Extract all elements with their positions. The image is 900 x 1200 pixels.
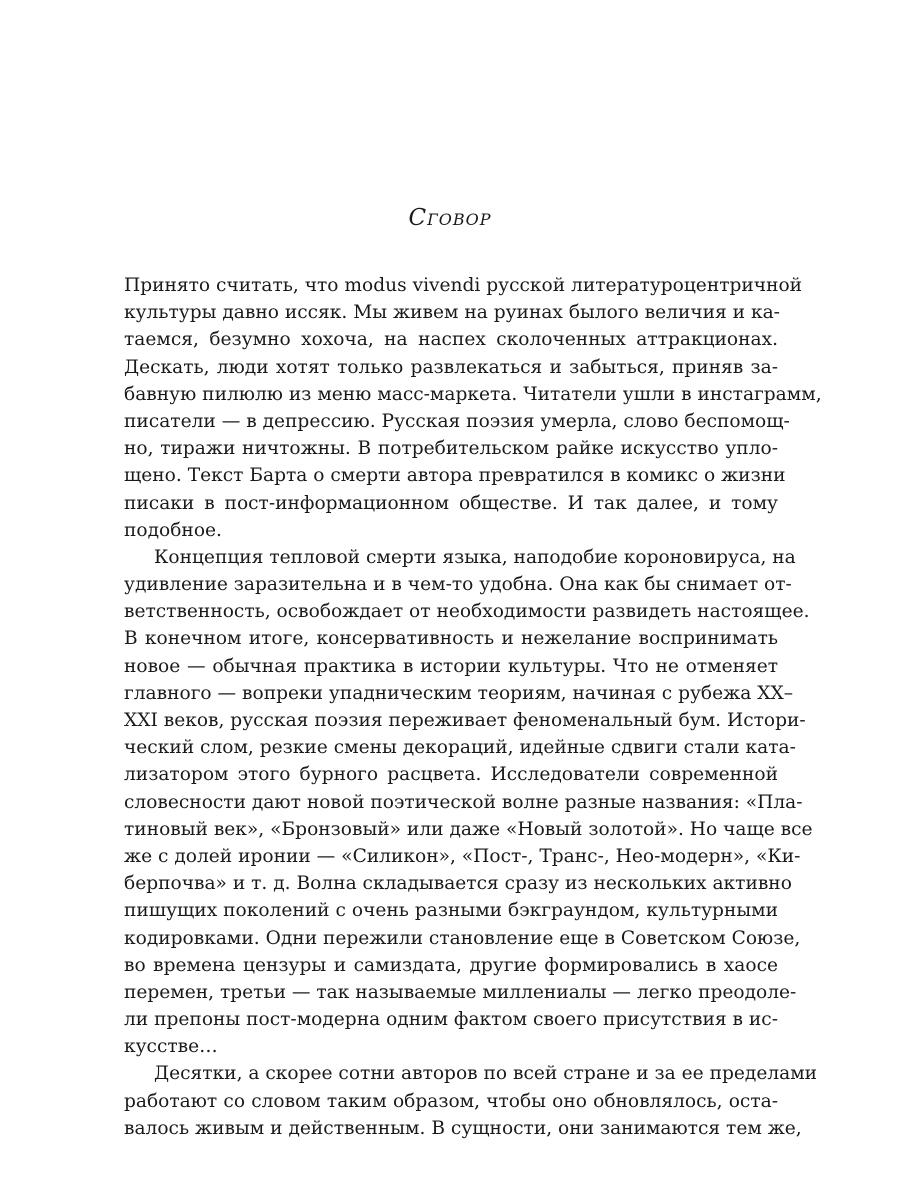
text-line: перемен, третьи — так называемые миллениалы — легко преодоле- <box>124 981 797 1003</box>
text-line: бавную пилюлю из меню масс-маркета. Читатели ушли в инстаграмм, <box>124 383 822 405</box>
text-line: писатели — в депрессию. Русская поэзия умерла, слово беспомощ- <box>124 410 790 432</box>
text-line: ли препоны пост-модерна одним фактом своего присутствия в ис- <box>124 1009 778 1031</box>
text-line: лизатором этого бурного расцвета. Исследователи современной <box>124 764 778 786</box>
text-line: главного — вопреки упадническим теориям, начиная с рубежа XX– <box>124 682 793 704</box>
text-line: Десятки, а скорее сотни авторов по всей стране и за ее пределами <box>154 1063 818 1085</box>
paragraph <box>124 544 813 1061</box>
text-line: берпочва» и т. д. Волна складывается сразу из нескольких активно <box>124 873 792 895</box>
text-line: кусстве… <box>124 1036 218 1058</box>
text-line: валось живым и действенным. В сущности, они занимаются тем же, <box>124 1117 802 1139</box>
text-line: тиновый век», «Бронзовый» или даже «Новый золотой». Но чаще все <box>124 818 813 840</box>
text-line: В конечном итоге, консервативность и нежелание воспринимать <box>124 628 778 650</box>
text-line: во времена цензуры и самиздата, другие формировались в хаосе <box>124 954 778 976</box>
text-line: ветственность, освобождает от необходимости развидеть настоящее. <box>124 601 810 623</box>
text-line: Принято считать, что modus vivendi русской литературоцентричной <box>124 275 803 296</box>
text-line: работают со словом таким образом, чтобы оно обновлялось, оста- <box>124 1090 778 1112</box>
text-line: щено. Текст Барта о смерти автора превратился в комикс о жизни <box>124 465 786 487</box>
text-line: XXI веков, русская поэзия переживает феноменальный бум. Истори- <box>124 710 806 731</box>
text-line: подобное. <box>124 519 222 541</box>
chapter-title: Сговор <box>408 205 492 231</box>
text-line: словесности дают новой поэтической волне разные названия: «Пла- <box>124 791 803 813</box>
text-line: писаки в пост-информационном обществе. И так далее, и тому <box>124 492 778 514</box>
text-line: ческий слом, резкие смены декораций, идейные сдвиги стали ката- <box>124 737 796 759</box>
text-line: кодировками. Одни пережили становление еще в Советском Союзе, <box>124 927 801 949</box>
text-line: удивление заразительна и в чем-то удобна. Она как бы снимает от- <box>124 574 792 596</box>
paragraph <box>124 272 822 544</box>
text-line: Дескать, люди хотят только развлекаться и забыться, приняв за- <box>124 356 778 378</box>
text-line: Концепция тепловой смерти языка, наподобие короновируса, на <box>154 546 796 568</box>
text-line: же с долей иронии — «Силикон», «Пост-, Транс-, Нео-модерн», «Ки- <box>124 845 801 867</box>
text-line: культуры давно иссяк. Мы живем на руинах былого величия и ка- <box>124 302 780 324</box>
text-line: таемся, безумно хохоча, на наспех сколоченных аттракционах. <box>124 329 778 351</box>
text-line: но, тиражи ничтожны. В потребительском райке искусство упло- <box>124 438 778 460</box>
paragraph <box>124 1060 818 1142</box>
text-line: пишущих поколений с очень разными бэкграундом, культурными <box>124 900 778 922</box>
text-line: новое — обычная практика в истории культуры. Что не отменяет <box>124 655 778 677</box>
text-body <box>124 272 822 1142</box>
